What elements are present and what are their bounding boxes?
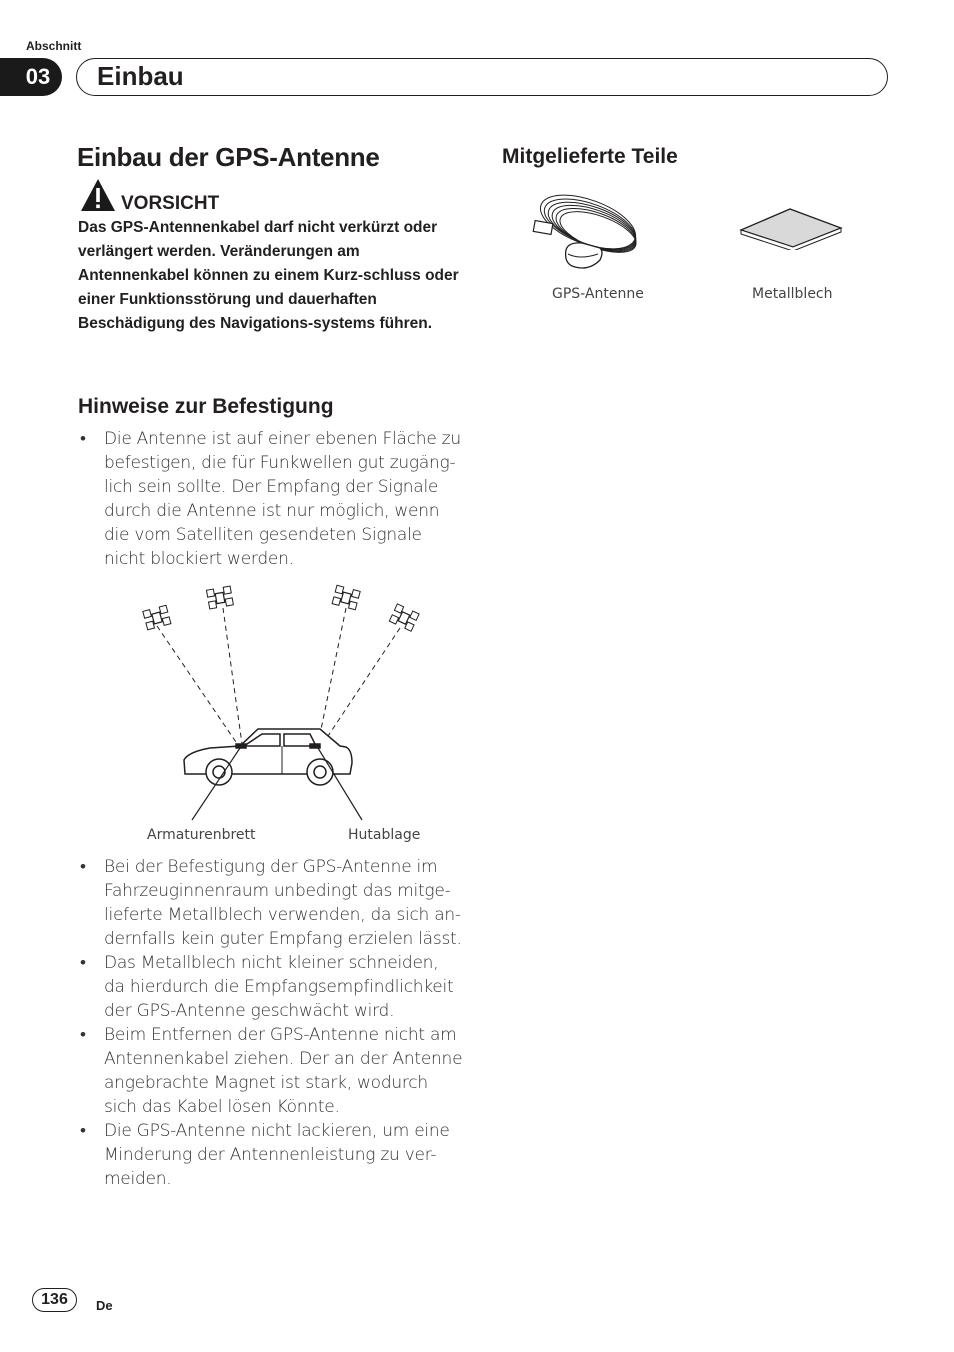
supplied-parts-heading: Mitgelieferte Teile	[502, 145, 678, 168]
chapter-number-badge: 03	[0, 58, 62, 96]
section-label: Abschnitt	[26, 39, 82, 53]
mounting-bullets-first	[78, 427, 463, 571]
mounting-bullets-second	[78, 855, 463, 1191]
signal-line	[320, 628, 400, 748]
caution-title: VORSICHT	[121, 193, 220, 214]
list-item: • Beim Entfernen der GPS-Antenne nicht am Antennenkabel ziehen. Der an der Antenne angebrachte Magnet ist stark, wodurch sich das Kabel lösen Könnte.	[78, 1023, 463, 1119]
list-item: • Bei der Befestigung der GPS-Antenne im Fahrzeuginnenraum unbedingt das mitge-lieferte Metallblech verwenden, da sich an-dernfalls kein guter Empfang erzielen lässt.	[78, 855, 463, 951]
metal-plate-icon	[738, 206, 844, 250]
gps-reception-figure	[140, 578, 440, 823]
chapter-title: Einbau	[76, 58, 888, 96]
figure-label-dashboard: Armaturenbrett	[147, 827, 256, 843]
car-icon	[184, 729, 352, 785]
signal-line	[157, 626, 240, 748]
list-item: • Die GPS-Antenne nicht lackieren, um eine Minderung der Antennenleistung zu ver-meiden.	[78, 1119, 463, 1191]
figure-label-rear-shelf: Hutablage	[348, 827, 421, 843]
signal-line	[223, 608, 242, 744]
language-code: De	[96, 1298, 113, 1313]
list-item: • Das Metallblech nicht kleiner schneiden, da hierdurch die Empfangsempfindlichkeit der GPS-Antenne geschwächt wird.	[78, 951, 463, 1023]
part-label-metal-plate: Metallblech	[752, 286, 833, 302]
page-title: Einbau der GPS-Antenne	[77, 142, 380, 172]
caution-text: Das GPS-Antennenkabel darf nicht verkürzt oder verlängert werden. Veränderungen am Antennenkabel können zu einem Kurz-schluss oder einer Funktionsstörung und dauerhaften Beschädigung des Navigations-systems führen.	[78, 219, 459, 332]
page-number: 136	[32, 1288, 77, 1312]
warning-triangle-icon	[80, 178, 116, 212]
satellite-icon	[206, 586, 233, 609]
list-item: • Die Antenne ist auf einer ebenen Fläche zu befestigen, die für Funkwellen gut zugäng-lich sein sollte. Der Empfang der Signale durch die Antenne ist nur möglich, wenn die vom Satelliten gesendeten Signale nicht blockiert werden.	[78, 427, 463, 571]
gps-antenna-icon	[528, 188, 668, 280]
satellite-icon	[389, 604, 419, 631]
part-label-gps-antenna: GPS-Antenne	[552, 286, 644, 302]
mounting-heading: Hinweise zur Befestigung	[78, 395, 334, 418]
signal-line	[318, 608, 346, 744]
satellite-icon	[332, 585, 360, 610]
